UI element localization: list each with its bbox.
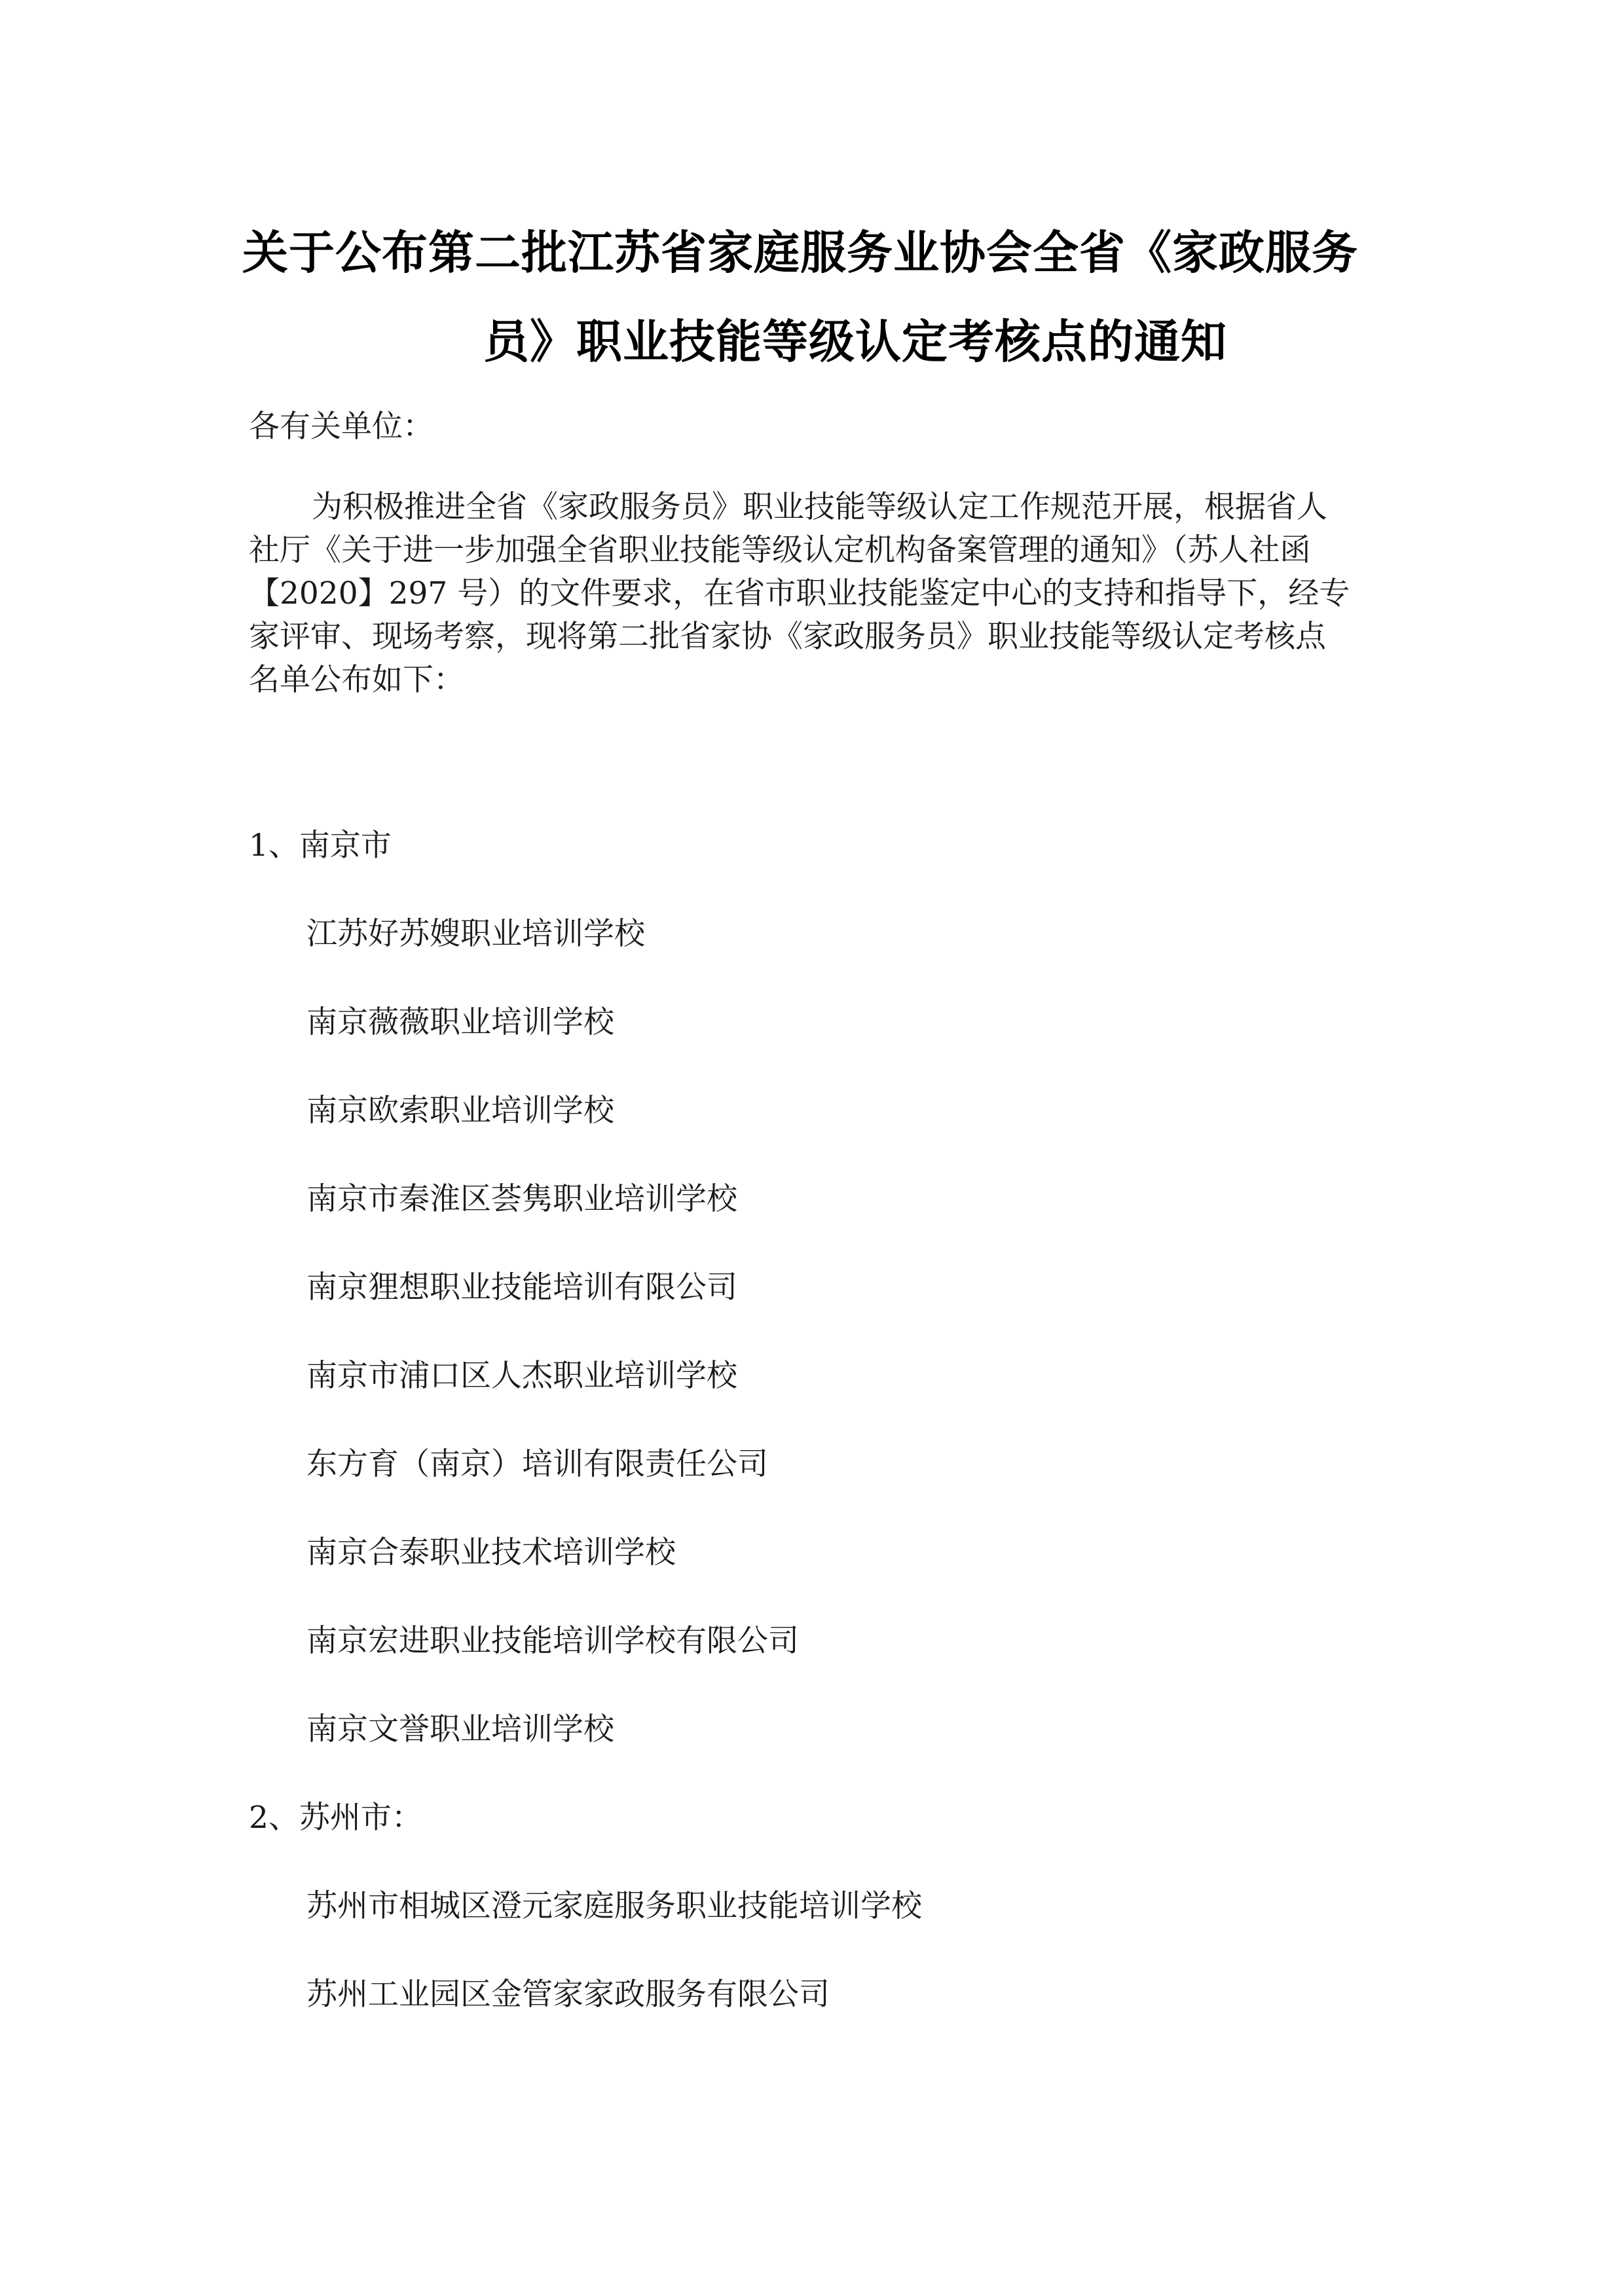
intro-paragraph xyxy=(249,486,1388,702)
list-item: 南京薇薇职业培训学校 xyxy=(306,1004,614,1040)
salutation: 各有关单位： xyxy=(249,409,434,445)
section-heading-nanjing: 1、南京市 xyxy=(249,828,392,864)
list-item: 江苏好苏嫂职业培训学校 xyxy=(306,916,645,952)
list-item: 南京市秦淮区荟隽职业培训学校 xyxy=(306,1181,737,1217)
list-item: 南京欧索职业培训学校 xyxy=(306,1093,614,1129)
list-item: 苏州市相城区澄元家庭服务职业技能培训学校 xyxy=(306,1888,922,1924)
paragraph-line: 【2020】297 号）的文件要求，在省市职业技能鉴定中心的支持和指导下，经专 xyxy=(249,575,1350,611)
section-heading-suzhou: 2、苏州市： xyxy=(249,1800,422,1836)
paragraph-line: 名单公布如下： xyxy=(249,662,464,698)
title-line-2: 员》职业技能等级认定考核点的通知 xyxy=(483,315,1227,369)
list-item: 东方育（南京）培训有限责任公司 xyxy=(306,1446,768,1482)
title-line-1: 关于公布第二批江苏省家庭服务业协会全省《家政服务 xyxy=(242,226,1358,280)
list-item: 南京合泰职业技术培训学校 xyxy=(306,1535,676,1571)
list-item: 南京市浦口区人杰职业培训学校 xyxy=(306,1358,737,1394)
list-item: 苏州工业园区金管家家政服务有限公司 xyxy=(306,1977,830,2013)
list-item: 南京宏进职业技能培训学校有限公司 xyxy=(306,1623,799,1659)
paragraph-line: 为积极推进全省《家政服务员》职业技能等级认定工作规范开展，根据省人 xyxy=(312,489,1327,525)
list-item: 南京狸想职业技能培训有限公司 xyxy=(306,1269,737,1305)
paragraph-line: 家评审、现场考察，现将第二批省家协《家政服务员》职业技能等级认定考核点 xyxy=(249,619,1326,655)
paragraph-line: 社厅《关于进一步加强全省职业技能等级认定机构备案管理的通知》（苏人社函 xyxy=(249,532,1311,568)
document-title xyxy=(242,208,1382,386)
list-item: 南京文誉职业培训学校 xyxy=(306,1711,614,1747)
